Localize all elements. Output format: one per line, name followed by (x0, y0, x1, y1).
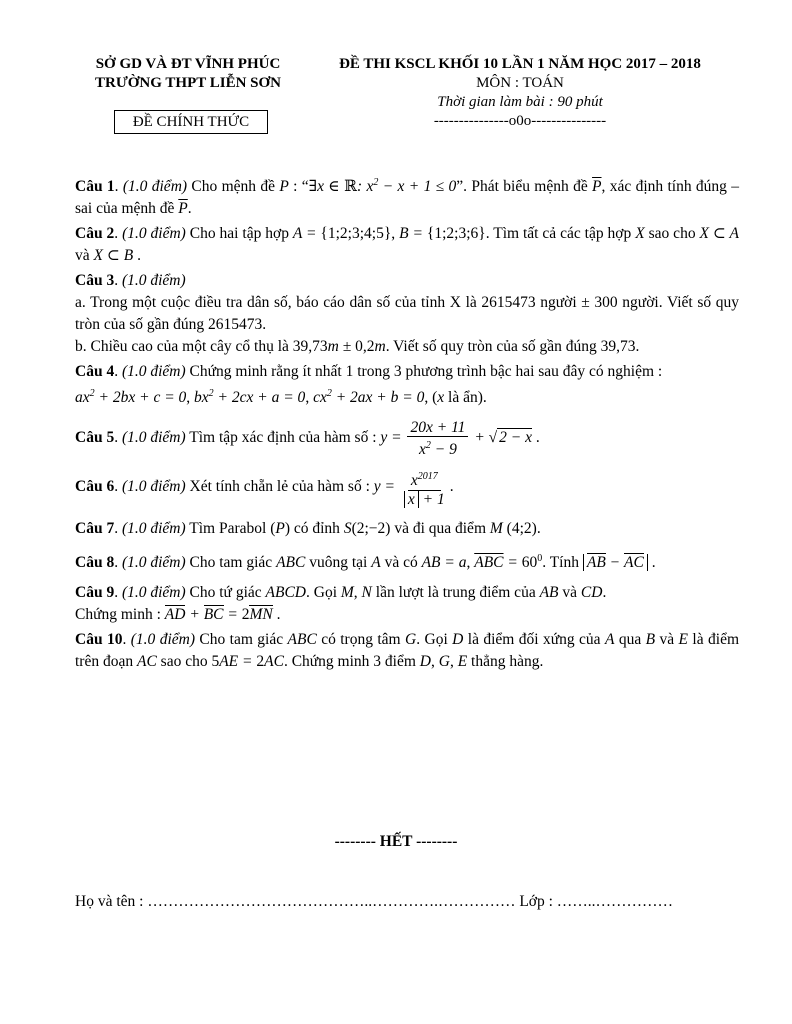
school-name: TRƯỜNG THPT LIỄN SƠN (94, 75, 281, 91)
question-6: Câu 6. (1.0 điểm) Xét tính chẵn lẻ của hàm số : y = $\frac{x^{2017}}{x + 1}$ . (75, 468, 739, 507)
exam-subject: MÔN : TOÁN (476, 75, 564, 91)
question-2: Câu 2. (1.0 điểm) Cho hai tập hợp A = {1;2;3;4;5}, B = {1;2;3;6}. Tìm tất cả các tập hợp X sao cho X ⊂ A và X ⊂ B . (75, 225, 740, 265)
questions (75, 172, 739, 676)
end-marker: -------- HẾT -------- (334, 833, 458, 850)
question-4: Câu 4. (1.0 điểm) Chứng minh rằng ít nhất 1 trong 3 phương trình bậc hai sau đây có nghiệm : $ax^2 + 2bx + c = 0$, $bx^2 + 2cx + a = 0$, $cx^2 + 2ax + b = 0$, (x là ẩn). (75, 363, 663, 407)
department-name: SỞ GD VÀ ĐT VĨNH PHÚC (95, 56, 281, 72)
official-label: ĐỀ CHÍNH THỨC (114, 110, 268, 134)
school-header (78, 55, 298, 93)
header-divider: ---------------o0o--------------- (433, 113, 607, 129)
question-3: Câu 3. (1.0 điểm) a. Trong một cuộc điều tra dân số, báo cáo dân số của tỉnh X là 2615473 người ± 300 người. Viết số quy tròn của số gần đúng 2615473. b. Chiều cao của một cây cổ thụ là 39,73m ± 0,2m. Viết số quy tròn của số gần đúng 39,73. (75, 272, 739, 356)
question-5: Câu 5. (1.0 điểm) Tìm tập xác định của hàm số : y = $\frac{20x + 11}{x^2 - 9}$ + √ 2 − x . (75, 419, 540, 459)
student-name-line: Họ và tên : ……………………………………..………….…………… Lớp : ……..…………… (75, 893, 674, 910)
exam-duration: Thời gian làm bài : 90 phút (437, 94, 603, 110)
exam-title: ĐỀ THI KSCL KHỐI 10 LẦN 1 NĂM HỌC 2017 – 2018 (339, 56, 701, 72)
question-10: Câu 10. (1.0 điểm) Cho tam giác ABC có trọng tâm G. Gọi D là điểm đối xứng của A qua B và E là điểm trên đoạn AC sao cho 5AE = 2AC. Chứng minh 3 điểm D, G, E thẳng hàng. (75, 630, 740, 670)
question-9: Câu 9. (1.0 điểm) Cho tứ giác ABCD. Gọi M, N lần lượt là trung điểm của AB và CD. Chứng minh : AD + BC = 2MN . (75, 582, 739, 626)
question-8: Câu 8. (1.0 điểm) Cho tam giác ABC vuông tại A và có AB = a, $\overline{ABC} = 60^0$. Tính AB − AC . (75, 548, 739, 574)
question-1: Câu 1. (1.0 điểm) Cho mệnh đề P : “∃x ∈ ℝ: $x^2 - x + 1 \le 0$”. Phát biểu mệnh đề $\overline{P}$, xác định tính đúng – sai của mệnh đề $\overline{P}$. (75, 177, 740, 218)
exam-header (310, 55, 730, 131)
question-7: Câu 7. (1.0 điểm) Tìm Parabol (P) có đỉnh S(2;−2) và đi qua điểm M (4;2). (75, 519, 541, 537)
